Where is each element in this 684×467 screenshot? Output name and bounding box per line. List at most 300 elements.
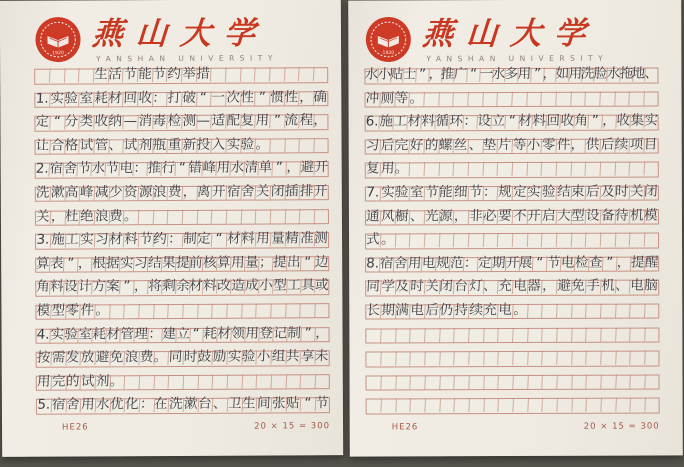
- grid-cell: 电: [421, 255, 436, 272]
- grid-cell: 器: [527, 278, 542, 295]
- grid-cell: [153, 304, 168, 318]
- grid-cell: 。: [153, 349, 168, 366]
- grid-cell: [212, 209, 227, 223]
- grid-cell: 让: [35, 137, 50, 154]
- grid-cell: 室: [77, 325, 93, 343]
- grid-cell: [497, 162, 512, 176]
- grid-cell: [512, 162, 527, 176]
- grid-cell: 记: [273, 324, 288, 342]
- grid-row: [365, 185, 659, 202]
- grid-cell: 完: [394, 137, 410, 154]
- grid-cell: 、: [212, 396, 227, 413]
- grid-cell: 节: [122, 66, 138, 83]
- grid-cell: [395, 234, 410, 248]
- grid-cell: 单: [258, 159, 273, 176]
- grid-cell: 关: [629, 183, 644, 200]
- grid-cell: 。: [380, 231, 395, 248]
- grid-cell: 验: [541, 183, 556, 200]
- grid-cell: 用: [568, 65, 583, 82]
- grid-cell: 机: [600, 277, 615, 295]
- grid-cell: 舍: [66, 396, 81, 413]
- university-name-en: YANSHAN UNIVERSITY: [426, 53, 609, 64]
- grid-cell: 用: [517, 65, 532, 82]
- grid-cell: 启: [541, 207, 556, 224]
- grid-row: [36, 350, 330, 367]
- grid-row: [34, 114, 328, 131]
- writing-grid: [34, 67, 330, 414]
- grid-cell: 。: [409, 89, 424, 106]
- grid-cell: ：: [132, 160, 148, 177]
- grid-cell: [410, 233, 425, 247]
- notebook-page-left: [0, 0, 343, 457]
- grid-cell: [630, 303, 645, 317]
- grid-cell: 续: [614, 136, 629, 153]
- grid-cell: [513, 327, 528, 341]
- grid-cell: 料: [123, 231, 139, 248]
- seal-year: 1920: [52, 51, 64, 57]
- grid-cell: 改: [217, 278, 232, 295]
- grid-cell: [439, 351, 454, 365]
- grid-cell: [440, 375, 455, 389]
- grid-cell: 施: [379, 113, 394, 130]
- grid-cell: 程: [299, 112, 314, 129]
- grid-cell: [64, 68, 79, 82]
- grid-cell: [645, 327, 659, 341]
- grid-cell: 水: [230, 159, 245, 177]
- grid-cell: 要: [497, 207, 512, 224]
- grid-cell: ”: [64, 257, 79, 271]
- grid-cell: [440, 399, 455, 413]
- grid-cell: 配: [225, 112, 241, 129]
- grid-cell: [513, 398, 528, 412]
- grid-cell: 享: [300, 348, 315, 365]
- grid-cell: ，: [542, 65, 557, 82]
- grid-cell: 类: [79, 113, 94, 130]
- grid-cell: 。: [394, 160, 410, 177]
- grid-cell: ，: [50, 208, 65, 225]
- grid-cell: 期: [380, 302, 396, 319]
- grid-cell: [212, 304, 227, 318]
- grid-cell: 脸: [593, 65, 608, 82]
- grid-cell: 源: [138, 184, 153, 201]
- grid-cell: [315, 303, 329, 317]
- grid-cell: 料: [532, 113, 547, 130]
- grid-cell: [542, 351, 557, 365]
- grid-cell: 用: [36, 373, 51, 390]
- grid-cell: 实: [225, 136, 241, 153]
- grid-cell: 角: [35, 278, 51, 296]
- grid-cell: 剩: [161, 278, 176, 295]
- grid-cell: [285, 303, 300, 317]
- grid-cell: [571, 304, 586, 318]
- grid-cell: [424, 233, 439, 247]
- grid-cell: 闭: [270, 183, 285, 200]
- grid-cell: 绝: [79, 207, 94, 225]
- grid-cell: 张: [271, 395, 286, 412]
- grid-cell: [396, 375, 411, 389]
- grid-cell: 需: [51, 349, 66, 366]
- grid-cell: 规: [435, 254, 450, 272]
- grid-cell: 用: [407, 255, 422, 272]
- grid-cell: [269, 67, 284, 81]
- grid-cell: 1.: [35, 90, 50, 107]
- grid-cell: 手: [585, 278, 601, 295]
- grid-cell: 复: [240, 112, 255, 129]
- grid-cell: 用: [245, 325, 260, 342]
- grid-cell: [124, 304, 139, 318]
- grid-cell: 性: [240, 89, 255, 106]
- grid-cell: 电: [629, 277, 645, 294]
- grid-cell: [630, 233, 645, 247]
- grid-cell: 鼓: [197, 348, 212, 365]
- grid-cell: 前: [189, 254, 204, 271]
- grid-cell: 立: [175, 325, 190, 342]
- grid-cell: [409, 163, 424, 177]
- grid-cell: [571, 233, 586, 247]
- grid-cell: [469, 398, 484, 412]
- grid-cell: 收: [560, 112, 575, 130]
- grid-cell: 。: [94, 302, 110, 319]
- grid-cell: [585, 91, 600, 105]
- grid-cell: [468, 233, 483, 247]
- grid-cell: [227, 304, 242, 318]
- grid-cell: 理: [133, 325, 148, 342]
- grid-cell: [395, 328, 410, 342]
- grid-cell: [256, 374, 271, 388]
- grid-row: [36, 397, 330, 414]
- grid-cell: 用: [255, 112, 270, 129]
- grid-cell: 模: [36, 302, 51, 319]
- grid-cell: 展: [519, 254, 534, 271]
- grid-cell: [645, 351, 659, 365]
- grid-cell: 费: [167, 183, 182, 200]
- grid-cell: [168, 210, 183, 224]
- grid-cell: [50, 69, 65, 83]
- grid-cell: [286, 374, 301, 388]
- grid-cell: ”: [531, 68, 544, 82]
- grid-cell: [571, 327, 586, 341]
- university-name-zh: 燕山大学: [421, 15, 600, 53]
- grid-cell: 节: [76, 160, 92, 177]
- grid-cell: 后: [380, 137, 395, 154]
- grid-cell: 材: [217, 325, 232, 342]
- grid-cell: 供: [585, 136, 600, 153]
- grid-cell: 间: [256, 395, 271, 412]
- grid-cell: 件: [556, 136, 571, 153]
- grid-cell: 材: [109, 231, 124, 248]
- grid-cell: 料: [241, 230, 256, 247]
- grid-cell: [395, 351, 410, 365]
- grid-cell: 具: [300, 277, 316, 294]
- grid-cell: 开: [314, 183, 329, 200]
- grid-cell: [454, 233, 469, 247]
- grid-cell: 在: [153, 396, 169, 413]
- grid-row: [34, 67, 328, 84]
- grid-cell: 建: [161, 325, 176, 342]
- grid-cell: [313, 67, 327, 81]
- grid-cell: [469, 351, 484, 365]
- grid-cell: [570, 91, 585, 105]
- grid-row: [366, 398, 660, 415]
- university-name-zh: 燕山大学: [90, 15, 270, 53]
- grid-cell: 管: [119, 325, 134, 342]
- grid-cell: [513, 375, 528, 389]
- grid-cell: 避: [95, 349, 110, 366]
- grid-cell: [498, 398, 513, 412]
- grid-cell: ，: [298, 88, 314, 105]
- grid-row: [35, 209, 329, 226]
- grid-cell: 水: [90, 160, 106, 177]
- grid-cell: 5.: [37, 396, 51, 414]
- grid-cell: 将: [147, 278, 162, 295]
- grid-cell: [198, 375, 213, 389]
- grid-cell: [381, 375, 396, 389]
- grid-cell: 根: [91, 255, 106, 272]
- grid-cell: [541, 162, 556, 176]
- grid-cell: [601, 398, 616, 412]
- grid-cell: 放: [80, 349, 95, 366]
- grid-cell: [498, 233, 513, 247]
- brand-block: [92, 14, 278, 63]
- grid-cell: 适: [211, 112, 226, 129]
- grid-cell: [227, 374, 242, 388]
- grid-cell: [366, 399, 381, 413]
- grid-cell: [484, 398, 499, 412]
- grid-row: [35, 159, 329, 179]
- grid-cell: 设: [476, 113, 491, 130]
- grid-cell: [601, 374, 616, 388]
- grid-cell: 满: [395, 302, 410, 319]
- grid-cell: 关: [255, 183, 270, 200]
- grid-cell: ”: [270, 115, 285, 129]
- university-seal-icon: [34, 15, 82, 63]
- grid-cell: 计: [77, 278, 92, 295]
- grid-cell: 节: [138, 231, 153, 248]
- grid-cell: [528, 398, 543, 412]
- grid-cell: [483, 233, 498, 247]
- grid-cell: [557, 327, 572, 341]
- grid-cell: [453, 92, 468, 106]
- grid-cell: 性: [284, 88, 299, 106]
- grid-cell: [271, 303, 286, 317]
- grid-cell: 实: [226, 348, 242, 365]
- grid-cell: [154, 375, 169, 389]
- grid-cell: [557, 398, 572, 412]
- university-seal-icon: [364, 15, 412, 63]
- grid-cell: [483, 328, 498, 342]
- grid-cell: 电: [560, 254, 576, 271]
- grid-cell: 查: [588, 254, 604, 271]
- grid-cell: [556, 91, 571, 105]
- grid-cell: ，: [616, 254, 631, 271]
- grid-cell: 约: [166, 65, 182, 83]
- grid-cell: “: [467, 68, 480, 82]
- grid-cell: ，: [77, 255, 92, 272]
- grid-cell: 实: [119, 254, 134, 272]
- grid-cell: 收: [616, 112, 631, 129]
- grid-cell: 水: [364, 66, 379, 83]
- grid-cell: 循: [434, 113, 450, 130]
- grid-row: [366, 374, 660, 391]
- grid-cell: [483, 351, 498, 365]
- grid-cell: ：: [482, 184, 498, 201]
- grid-row: [35, 303, 329, 320]
- grid-row: [365, 138, 659, 155]
- grid-cell: 约: [153, 231, 168, 248]
- grid-cell: ；: [258, 254, 274, 271]
- grid-cell: 型: [570, 207, 586, 224]
- grid-cell: 验: [241, 348, 256, 365]
- grid-cell: 同: [168, 349, 183, 366]
- grid-cell: [527, 375, 542, 389]
- grid-cell: [109, 304, 124, 318]
- grid-cell: 回: [546, 113, 561, 130]
- grid-cell: 续: [468, 302, 483, 319]
- grid-cell: 士: [402, 66, 417, 83]
- grid-cell: [498, 351, 513, 365]
- grid-cell: [314, 209, 328, 223]
- grid-cell: 测: [314, 230, 329, 247]
- grid-row: [34, 88, 328, 108]
- grid-cell: [615, 304, 630, 318]
- grid-cell: 的: [424, 137, 439, 154]
- grid-cell: 材: [105, 325, 121, 342]
- grid-cell: ，: [570, 136, 585, 153]
- grid-cell: 等: [512, 136, 527, 153]
- grid-cell: 节: [315, 395, 330, 412]
- grid-cell: 峰: [202, 160, 217, 177]
- grid-cell: 推: [146, 160, 162, 177]
- grid-cell: 的: [65, 373, 81, 390]
- grid-cell: 余: [175, 278, 190, 295]
- grid-cell: [366, 328, 381, 342]
- grid-cell: [410, 328, 425, 342]
- grid-cell: [226, 209, 241, 223]
- grid-cell: 、: [615, 277, 630, 294]
- grid-cell: 宿: [379, 255, 394, 272]
- grid-cell: “: [212, 233, 227, 247]
- grid-cell: ，: [133, 278, 148, 295]
- grid-cell: [630, 374, 645, 388]
- grid-cell: [381, 399, 396, 413]
- grid-cell: 水: [491, 66, 506, 83]
- grid-cell: 橱: [395, 207, 410, 224]
- grid-cell: 节: [468, 184, 483, 201]
- grid-cell: 用: [216, 160, 231, 177]
- grid-cell: 7.: [365, 184, 380, 201]
- grid-cell: 合: [50, 137, 65, 154]
- grid-cell: [439, 92, 454, 106]
- grid-cell: 冲: [365, 90, 380, 107]
- grid-cell: 试: [80, 373, 95, 390]
- grid-cell: [645, 374, 659, 388]
- letterhead: [348, 0, 681, 67]
- grid-cell: 丝: [453, 136, 468, 153]
- grid-cell: 。: [512, 301, 527, 318]
- grid-cell: 减: [94, 184, 109, 201]
- grid-cell: 耗: [93, 89, 108, 106]
- grid-cell: [615, 162, 630, 176]
- grid-cell: [572, 398, 587, 412]
- grid-cell: ，: [541, 278, 557, 295]
- grid-row: [35, 253, 329, 273]
- grid-cell: [35, 69, 50, 83]
- grid-cell: [271, 374, 286, 388]
- grid-cell: 源: [439, 207, 454, 224]
- grid-cell: 能: [137, 66, 152, 83]
- grid-cell: [212, 374, 227, 388]
- grid-cell: ”: [301, 327, 316, 341]
- grid-cell: 期: [491, 254, 506, 271]
- grid-cell: 完: [51, 373, 66, 390]
- grid-cell: 避: [556, 278, 571, 295]
- grid-cell: [600, 233, 615, 247]
- grid-cell: 实: [380, 184, 395, 201]
- grid-row: [36, 374, 330, 391]
- grid-cell: 免: [571, 278, 586, 295]
- grid-cell: 能: [438, 184, 454, 201]
- grid-cell: [615, 327, 630, 341]
- grid-cell: “: [50, 116, 65, 130]
- grid-cell: 广: [453, 66, 468, 83]
- grid-cell: [629, 91, 644, 105]
- grid-cell: 洗: [35, 184, 50, 201]
- grid-cell: 、: [108, 137, 123, 154]
- grid-cell: [139, 375, 154, 389]
- grid-cell: 风: [380, 207, 395, 225]
- grid-row: [365, 277, 659, 297]
- grid-cell: 举: [181, 65, 196, 82]
- grid-cell: 浪: [124, 349, 139, 366]
- grid-cell: [168, 375, 183, 389]
- grid-cell: 范: [449, 254, 464, 271]
- page-footer: [366, 421, 660, 432]
- grid-cell: 项: [629, 136, 644, 153]
- grid-cell: [557, 351, 572, 365]
- grid-cell: 大: [556, 207, 571, 224]
- grid-row: [365, 209, 659, 226]
- grid-cell: 关: [35, 208, 50, 225]
- grid-cell: “: [175, 162, 190, 176]
- grid-cell: [425, 351, 440, 365]
- grid-cell: [527, 327, 542, 341]
- grid-cell: 同: [365, 278, 381, 295]
- grid-cell: 费: [139, 349, 154, 366]
- grid-cell: 励: [212, 348, 227, 365]
- grid-cell: ，: [313, 112, 328, 129]
- grid-cell: 后: [424, 302, 439, 319]
- grid-cell: [439, 233, 454, 247]
- grid-cell: 宿: [49, 160, 64, 178]
- grid-cell: “: [300, 398, 315, 412]
- grid-cell: 节: [546, 254, 562, 271]
- grid-cell: [256, 303, 271, 317]
- grid-cell: “: [505, 115, 520, 129]
- grid-cell: [241, 209, 256, 223]
- grid-cell: 台: [453, 278, 469, 295]
- grid-cell: ：: [152, 89, 167, 106]
- grid-cell: 后: [599, 136, 615, 153]
- grid-cell: [556, 233, 571, 247]
- grid-cell: 。: [109, 372, 125, 390]
- grid-cell: 充: [497, 278, 513, 295]
- grid-cell: [240, 68, 255, 82]
- grid-cell: 环: [448, 113, 464, 130]
- grid-cell: 结: [556, 183, 571, 200]
- grid-cell: [225, 68, 240, 82]
- grid-count-label: 20 × 15 = 300: [583, 421, 660, 432]
- grid-cell: 及: [395, 278, 410, 295]
